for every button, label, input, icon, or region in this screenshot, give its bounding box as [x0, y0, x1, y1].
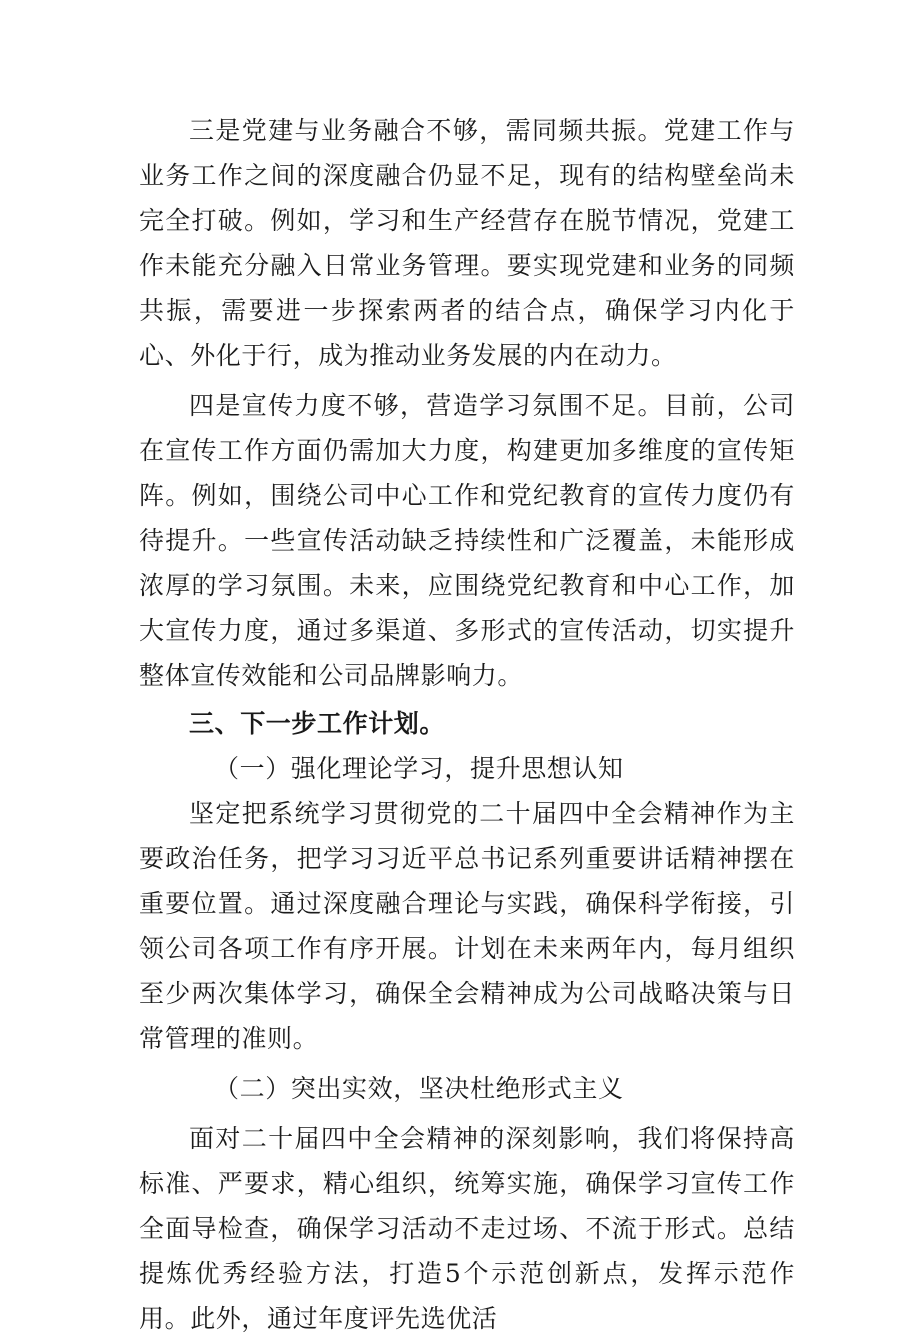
paragraph-theory-study: 坚定把系统学习贯彻党的二十届四中全会精神作为主要政治任务，把学习习近平总书记系列重要讲话精神摆在重要位置。通过深度融合理论与实践，确保科学衔接，引领公司各项工作有序开展。计划在未来两年内，每月组织至少两次集体学习，确保全会精神成为公司战略决策与日常管理的准则。	[139, 799, 795, 1053]
paragraph-effectiveness: 面对二十届四中全会精神的深刻影响，我们将保持高标准、严要求，精心组织，统筹实施，确保学习宣传工作全面导检查，确保学习活动不走过场、不流于形式。总结提炼优秀经验方法，打造5个示范创新点，发挥示范作用。此外，通过年度评先选优活	[139, 1124, 795, 1333]
document-body	[139, 108, 795, 1341]
paragraph-integration-issue: 三是党建与业务融合不够，需同频共振。党建工作与业务工作之间的深度融合仍显不足，现有的结构壁垒尚未完全打破。例如，学习和生产经营存在脱节情况，党建工作未能充分融入日常业务管理。要实现党建和业务的同频共振，需要进一步探索两者的结合点，确保学习内化于心、外化于行，成为推动业务发展的内在动力。	[139, 116, 795, 370]
subsection-title-theory-study: （一）强化理论学习，提升思想认知	[214, 754, 624, 783]
paragraph-publicity-issue: 四是宣传力度不够，营造学习氛围不足。目前，公司在宣传工作方面仍需加大力度，构建更加多维度的宣传矩阵。例如，围绕公司中心工作和党纪教育的宣传力度仍有待提升。一些宣传活动缺乏持续性和广泛覆盖，未能形成浓厚的学习氛围。未来，应围绕党纪教育和中心工作，加大宣传力度，通过多渠道、多形式的宣传活动，切实提升整体宣传效能和公司品牌影响力。	[139, 391, 795, 690]
section-heading-next-plan: 三、下一步工作计划。	[189, 709, 446, 738]
subsection-title-effectiveness: （二）突出实效，坚决杜绝形式主义	[214, 1074, 624, 1103]
